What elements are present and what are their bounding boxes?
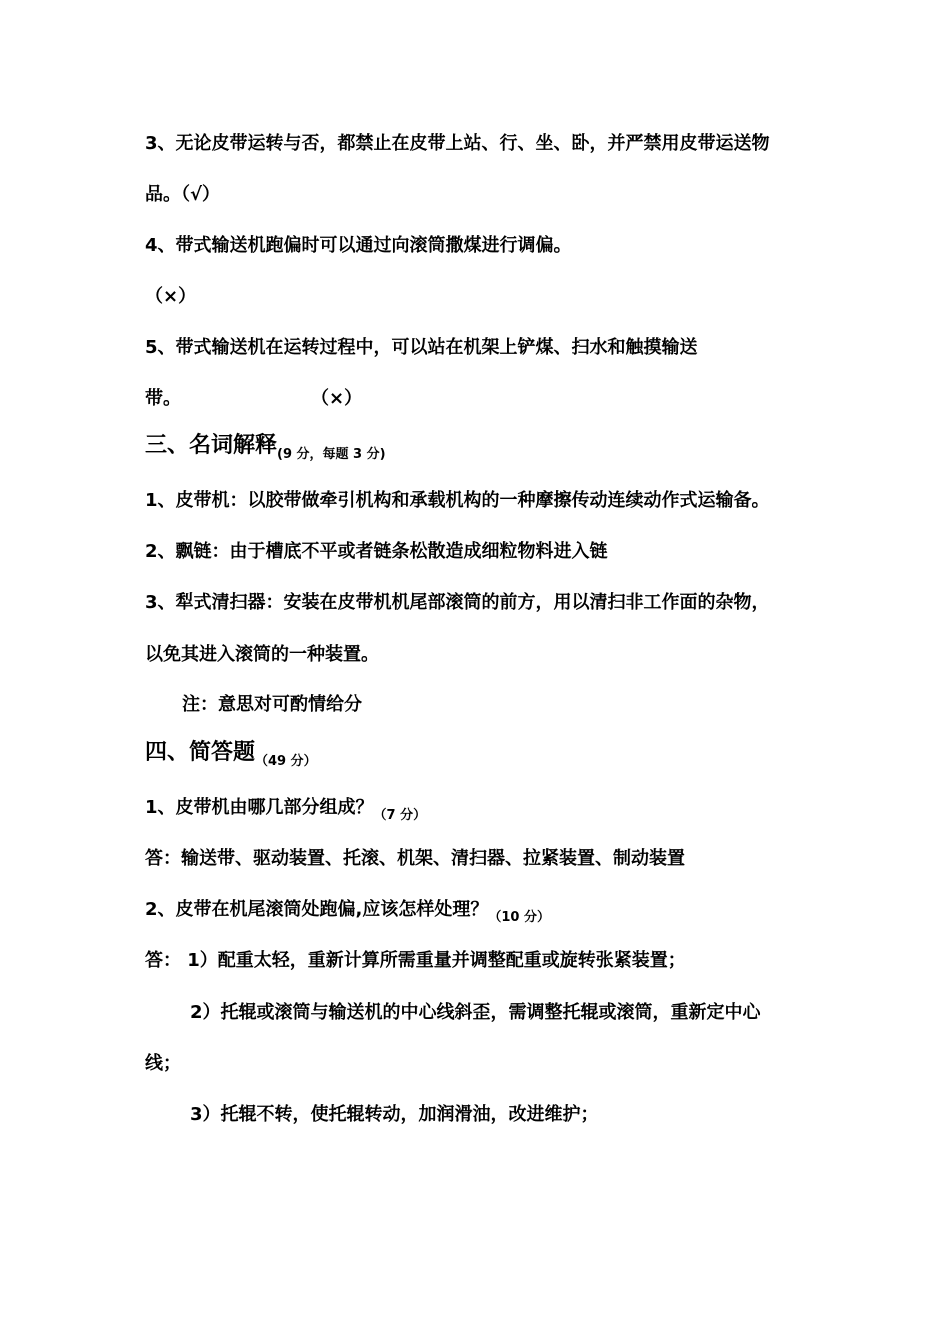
section4-q1-text: 1、皮带机由哪几部分组成？ (145, 797, 374, 818)
judgement-q5-line1: 5、带式输送机在运转过程中，可以站在机架上铲煤、扫水和触摸输送 (145, 337, 698, 358)
section4-a2-3: 3）托辊不转，使托辊转动，加润滑油，改进维护； (190, 1104, 599, 1125)
judgement-q3-line2: 品。（√） (145, 184, 221, 205)
section3-item2: 2、飘链：由于槽底不平或者链条松散造成细粒物料进入链 (145, 541, 608, 562)
judgement-q4-line1: 4、带式输送机跑偏时可以通过向滚筒撒煤进行调偏。 (145, 235, 572, 256)
section3-item3-line2: 以免其进入滚筒的一种装置。 (145, 644, 379, 665)
section4-q2-score: （10 分） (488, 910, 550, 925)
section3-item1: 1、皮带机：以胶带做牵引机构和承载机构的一种摩擦传动连续动作式运输备。 (145, 490, 770, 511)
section4-a2-2-line1: 2）托辊或滚筒与输送机的中心线斜歪，需调整托辊或滚筒，重新定中心 (190, 1002, 761, 1023)
section4-q2-text: 2、皮带在机尾滚筒处跑偏,应该怎样处理？ (145, 899, 489, 920)
section3-item3-line1: 3、犁式清扫器：安装在皮带机机尾部滚筒的前方，用以清扫非工作面的杂物， (145, 592, 770, 613)
judgement-q5-text: 带。 (145, 388, 181, 409)
section4-heading (145, 739, 317, 770)
judgement-q5-line2 (145, 387, 362, 411)
section4-a1: 答：输送带、驱动装置、托滚、机架、清扫器、拉紧装置、制动装置 (145, 848, 685, 869)
section4-q1 (145, 796, 426, 822)
judgement-q5-answer: （×） (311, 388, 363, 409)
section3-title: 三、名词解释 (145, 433, 278, 458)
judgement-q3-line1: 3、无论皮带运转与否，都禁止在皮带上站、行、坐、卧，并严禁用皮带运送物 (145, 133, 770, 154)
section4-q1-score: （7 分） (373, 808, 427, 823)
section4-q2 (145, 898, 550, 924)
section4-score: （49 分） (255, 754, 317, 769)
section4-title: 四、简答题 (145, 740, 256, 765)
section3-score: (9 分，每题 3 分) (277, 447, 386, 462)
section4-a2-2-line2: 线； (145, 1053, 181, 1074)
judgement-q4-line2: （×） (145, 286, 197, 307)
section3-heading (145, 432, 386, 463)
section4-a2-1: 答： 1）配重太轻，重新计算所需重量并调整配重或旋转张紧装置； (145, 950, 686, 971)
section3-note: 注：意思对可酌情给分 (182, 694, 362, 715)
